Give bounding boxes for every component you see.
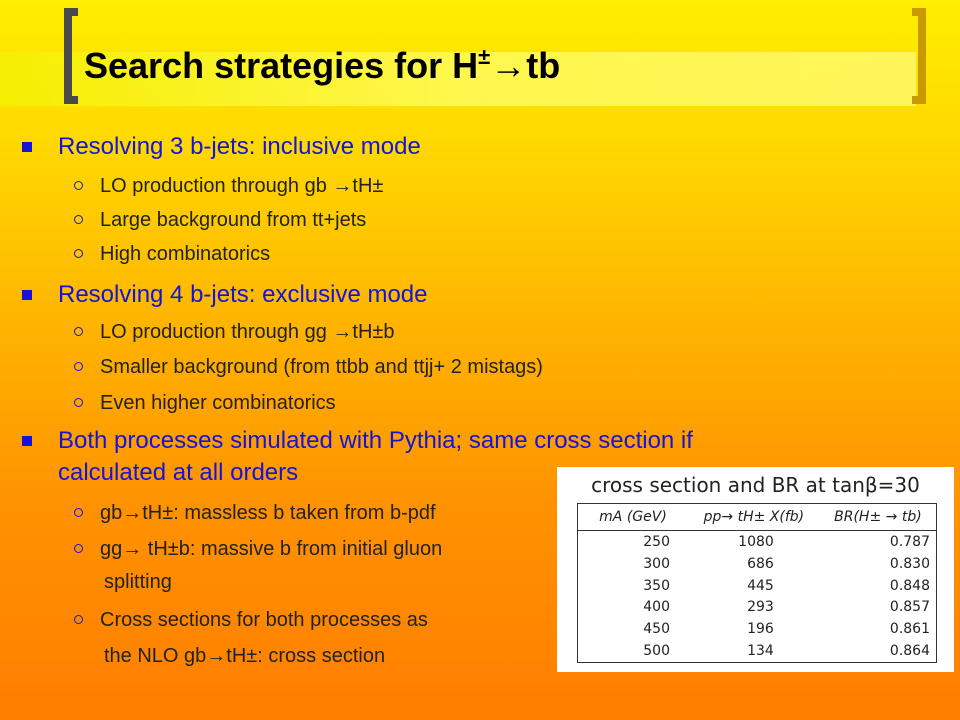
table-row	[578, 575, 937, 597]
circle-bullet-icon	[74, 327, 83, 336]
sub-bullet-text: LO production through gb →tH±	[100, 175, 384, 197]
title-main: Search strategies for H	[84, 45, 479, 86]
table-cell: 134	[747, 643, 774, 660]
sub-bullet-continuation: splitting	[104, 571, 172, 593]
bullet-2-text: Resolving 4 b-jets: exclusive mode	[58, 281, 428, 308]
column-header: mA (GeV)	[578, 504, 689, 531]
sub-bullet	[100, 538, 442, 561]
sub-bullet-text: gg→ tH±b: massive b from initial gluon	[100, 538, 443, 560]
column-header: BR(H± → tb)	[820, 504, 937, 531]
circle-bullet-icon	[74, 615, 83, 624]
table-cell: 250	[643, 533, 670, 550]
sub-bullet-text: LO production through gg →tH±b	[100, 321, 395, 343]
table-cell: 196	[747, 621, 774, 638]
cross-section-table	[577, 503, 937, 663]
sub-bullet	[100, 209, 366, 232]
square-bullet-icon	[22, 290, 32, 300]
table-cell: 686	[747, 555, 774, 572]
square-bullet-icon	[22, 436, 32, 446]
cross-section-table-image	[557, 467, 954, 672]
square-bullet-icon	[22, 142, 32, 152]
sub-bullet-text: High combinatorics	[100, 243, 271, 265]
table-cell: 400	[643, 599, 670, 616]
table-caption: cross section and BR at tanβ=30	[591, 473, 920, 497]
table-cell: 350	[643, 577, 670, 594]
table-cell: 0.848	[889, 577, 930, 594]
sub-bullet-text: Cross sections for both processes as	[100, 609, 428, 631]
circle-bullet-icon	[74, 181, 83, 190]
circle-bullet-icon	[74, 215, 83, 224]
table-row	[578, 618, 937, 640]
bullet-1-text: Resolving 3 b-jets: inclusive mode	[58, 133, 421, 160]
table-cell: 0.830	[889, 555, 930, 572]
bullet-3-text-line1: Both processes simulated with Pythia; same cross section if	[58, 427, 693, 454]
bullet-3-text-line2: calculated at all orders	[58, 459, 299, 486]
title-superscript: ±	[478, 44, 491, 69]
table-cell: 293	[747, 599, 774, 616]
sub-bullet	[100, 392, 336, 415]
column-header: pp→ tH± X(fb)	[688, 504, 820, 531]
bullet-3-continuation	[58, 459, 298, 487]
circle-bullet-icon	[74, 508, 83, 517]
bullet-3	[58, 427, 693, 455]
table-row	[578, 553, 937, 575]
sub-bullet-continuation: the NLO gb→tH±: cross section	[104, 645, 386, 667]
sub-bullet	[100, 356, 543, 379]
table-cell: 445	[747, 577, 774, 594]
circle-bullet-icon	[74, 249, 83, 258]
table-cell: 0.787	[889, 533, 930, 550]
table-cell: 0.857	[889, 599, 930, 616]
sub-bullet	[100, 502, 436, 525]
table-cell: 450	[643, 621, 670, 638]
sub-bullet-text: Even higher combinatorics	[100, 392, 336, 414]
sub-bullet	[100, 175, 383, 198]
table-row	[578, 596, 937, 618]
sub-bullet-text: gb→tH±: massless b taken from b-pdf	[100, 502, 436, 524]
circle-bullet-icon	[74, 544, 83, 553]
bullet-2	[58, 281, 428, 309]
sub-bullet-text: Smaller background (from ttbb and ttjj+ 2 mistags)	[100, 356, 543, 378]
bullet-1	[58, 133, 421, 161]
circle-bullet-icon	[74, 362, 83, 371]
sub-bullet	[100, 321, 394, 344]
table-cell: 0.864	[889, 643, 930, 660]
title-arrow: →	[490, 45, 527, 86]
circle-bullet-icon	[74, 398, 83, 407]
table-row	[578, 640, 937, 662]
table-cell: 0.861	[889, 621, 930, 638]
table-cell: 300	[643, 555, 670, 572]
table-cell: 500	[643, 643, 670, 660]
sub-bullet-text: Large background from tt+jets	[100, 209, 367, 231]
title-end: tb	[526, 45, 561, 86]
table-header-row	[578, 504, 937, 531]
table-cell: 1080	[738, 533, 774, 550]
sub-bullet	[100, 609, 428, 632]
sub-bullet	[100, 243, 270, 266]
table-row	[578, 531, 937, 553]
